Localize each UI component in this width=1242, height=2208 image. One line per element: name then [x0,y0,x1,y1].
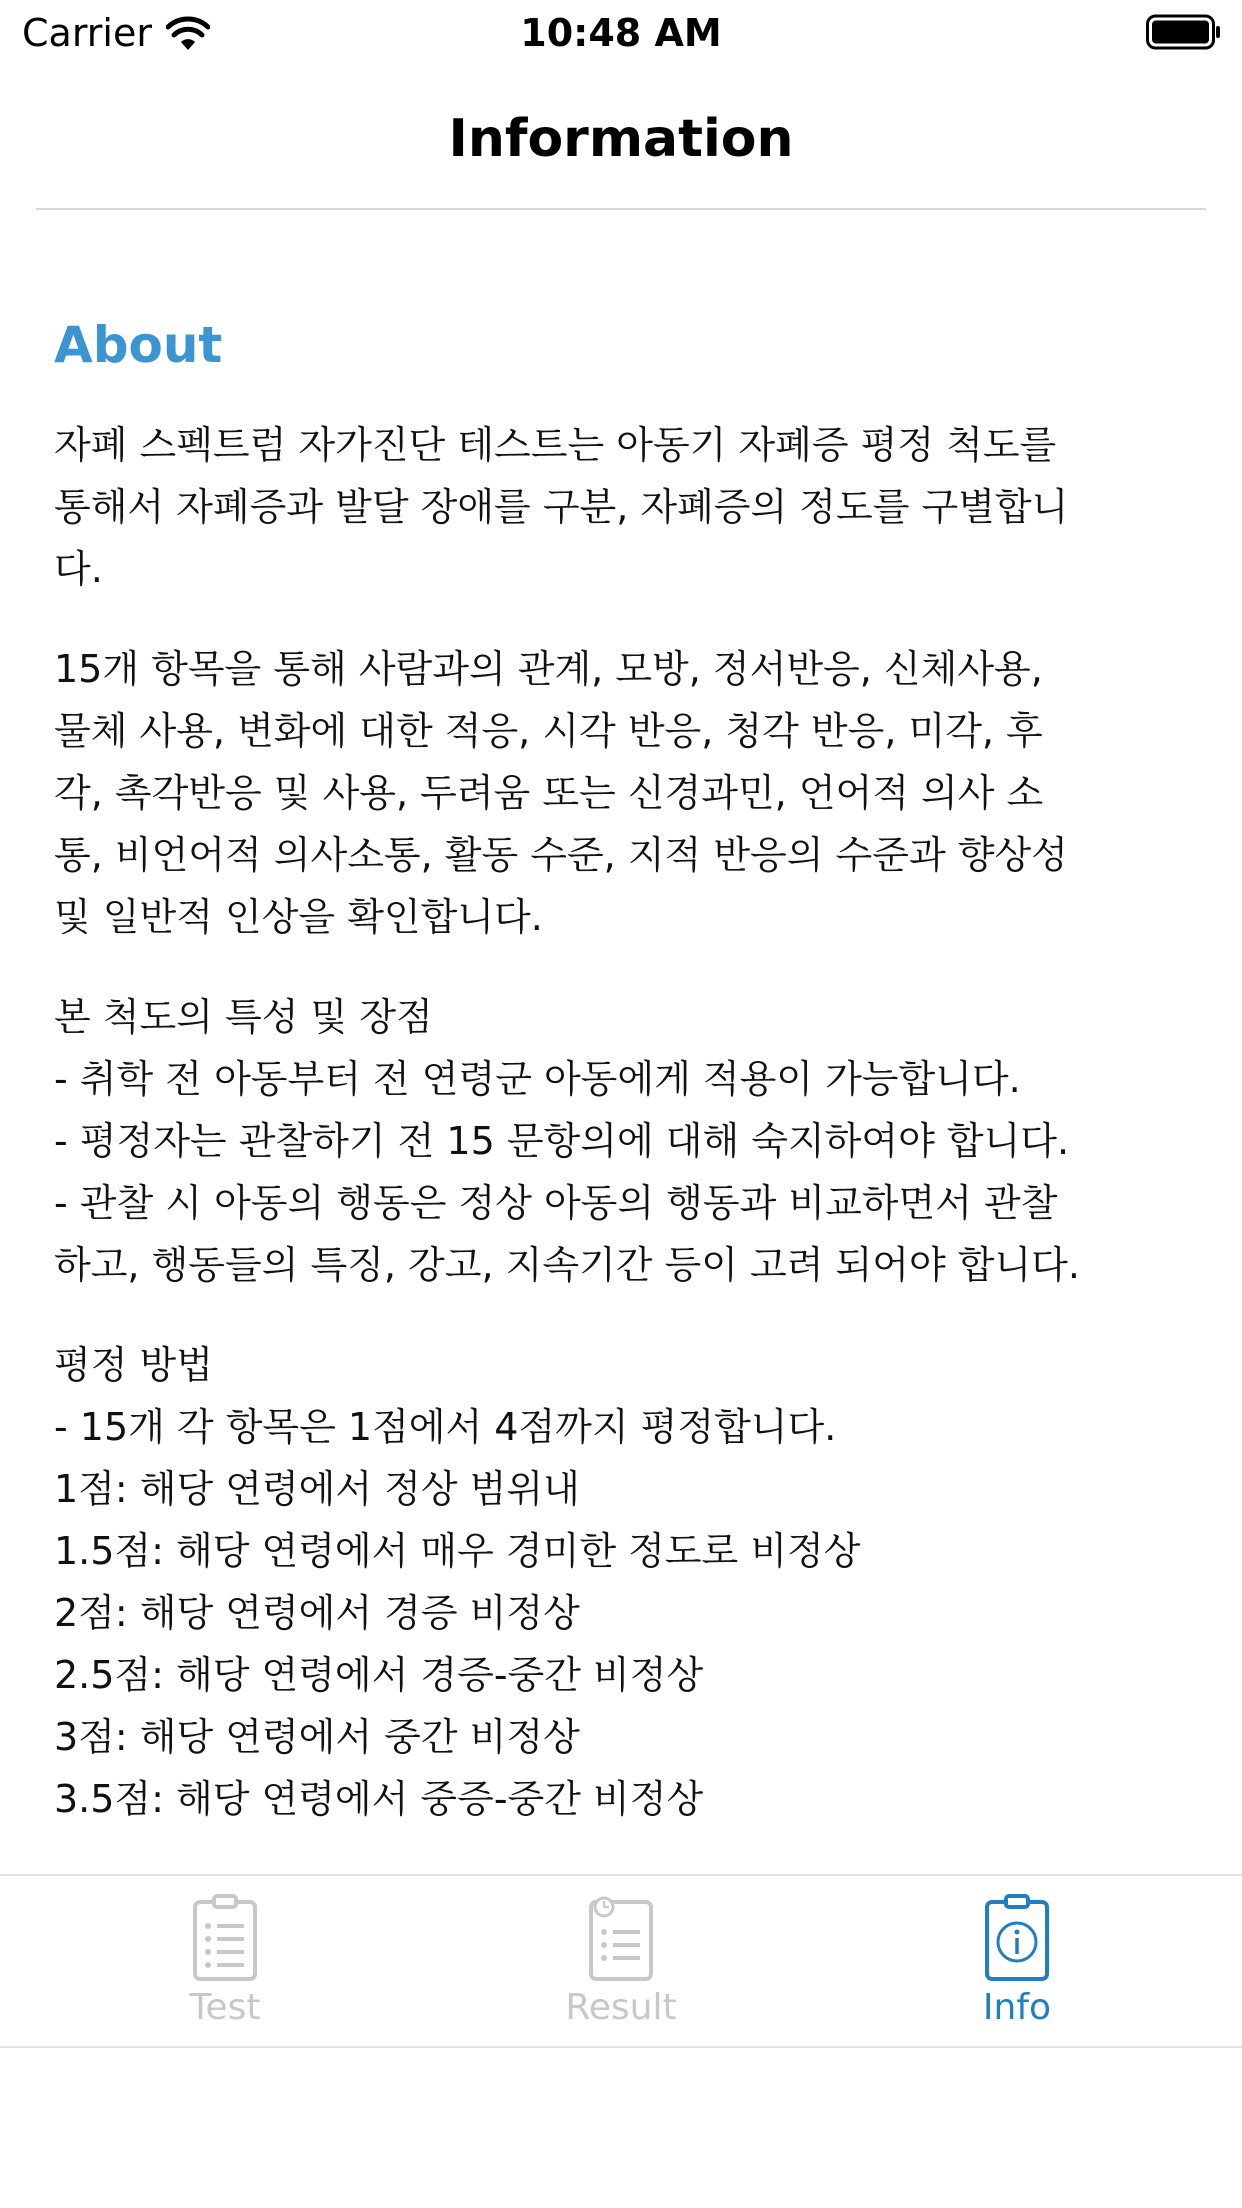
text-line: 각, 촉각반응 및 사용, 두려움 또는 신경과민, 언어적 의사 소 [54,771,1044,815]
nav-divider [36,208,1206,210]
text-line: 평정 방법 [54,1343,213,1387]
tab-test[interactable] [18,1894,432,2034]
text-line: 1.5점: 해당 연령에서 매우 경미한 정도로 비정상 [54,1529,861,1573]
tab-result[interactable] [414,1894,828,2034]
section-title-about: About [54,316,223,374]
text-line: 3점: 해당 연령에서 중간 비정상 [54,1715,580,1759]
text-line: 1점: 해당 연령에서 정상 범위내 [54,1467,580,1511]
text-line: 통, 비언어적 의사소통, 활동 수준, 지적 반응의 수준과 향상성 [54,833,1068,877]
text-line: 2점: 해당 연령에서 경증 비정상 [54,1591,580,1635]
text-line: 하고, 행동들의 특징, 강고, 지속기간 등이 고려 되어야 합니다. [54,1243,1080,1287]
info-content[interactable] [54,310,1204,1870]
text-line: 15개 항목을 통해 사람과의 관계, 모방, 정서반응, 신체사용, [54,647,1043,691]
paragraph-features [54,986,1204,1296]
text-line: 및 일반적 인상을 확인합니다. [54,895,543,939]
clipboard-clock-icon [588,1894,654,1982]
clipboard-list-icon [192,1894,258,1982]
tab-info[interactable] [810,1894,1224,2034]
status-bar [0,0,1242,66]
paragraph-intro [54,414,1204,600]
text-line: 자폐 스펙트럼 자가진단 테스트는 아동기 자폐증 평정 척도를 [54,423,1057,467]
paragraph-items [54,638,1204,948]
page-title: Information [448,109,794,169]
tab-test-label: Test [189,1987,261,2028]
text-line: 통해서 자폐증과 발달 장애를 구분, 자폐증의 정도를 구별합니 [54,485,1069,529]
paragraph-scoring [54,1334,1204,1830]
tab-result-label: Result [565,1987,677,2028]
text-line: - 관찰 시 아동의 행동은 정상 아동의 행동과 비교하면서 관찰 [54,1181,1058,1225]
text-line: 본 척도의 특성 및 장점 [54,995,433,1039]
tab-info-label: Info [982,1987,1052,2028]
text-line: 물체 사용, 변화에 대한 적응, 시각 반응, 청각 반응, 미각, 후 [54,709,1043,753]
carrier-label: Carrier [22,11,152,55]
text-line: 3.5점: 해당 연령에서 중증-중간 비정상 [54,1777,704,1821]
text-line: 2.5점: 해당 연령에서 경증-중간 비정상 [54,1653,704,1697]
text-line: - 15개 각 항목은 1점에서 4점까지 평정합니다. [54,1405,837,1449]
text-line: - 취학 전 아동부터 전 연령군 아동에게 적용이 가능합니다. [54,1057,1021,1101]
status-time: 10:48 AM [520,11,722,55]
tab-bar [0,1874,1242,2048]
clipboard-info-icon [984,1894,1050,1982]
text-line: 다. [54,547,103,591]
text-line: - 평정자는 관찰하기 전 15 문항의에 대해 숙지하여야 합니다. [54,1119,1070,1163]
battery-icon [1146,14,1222,50]
